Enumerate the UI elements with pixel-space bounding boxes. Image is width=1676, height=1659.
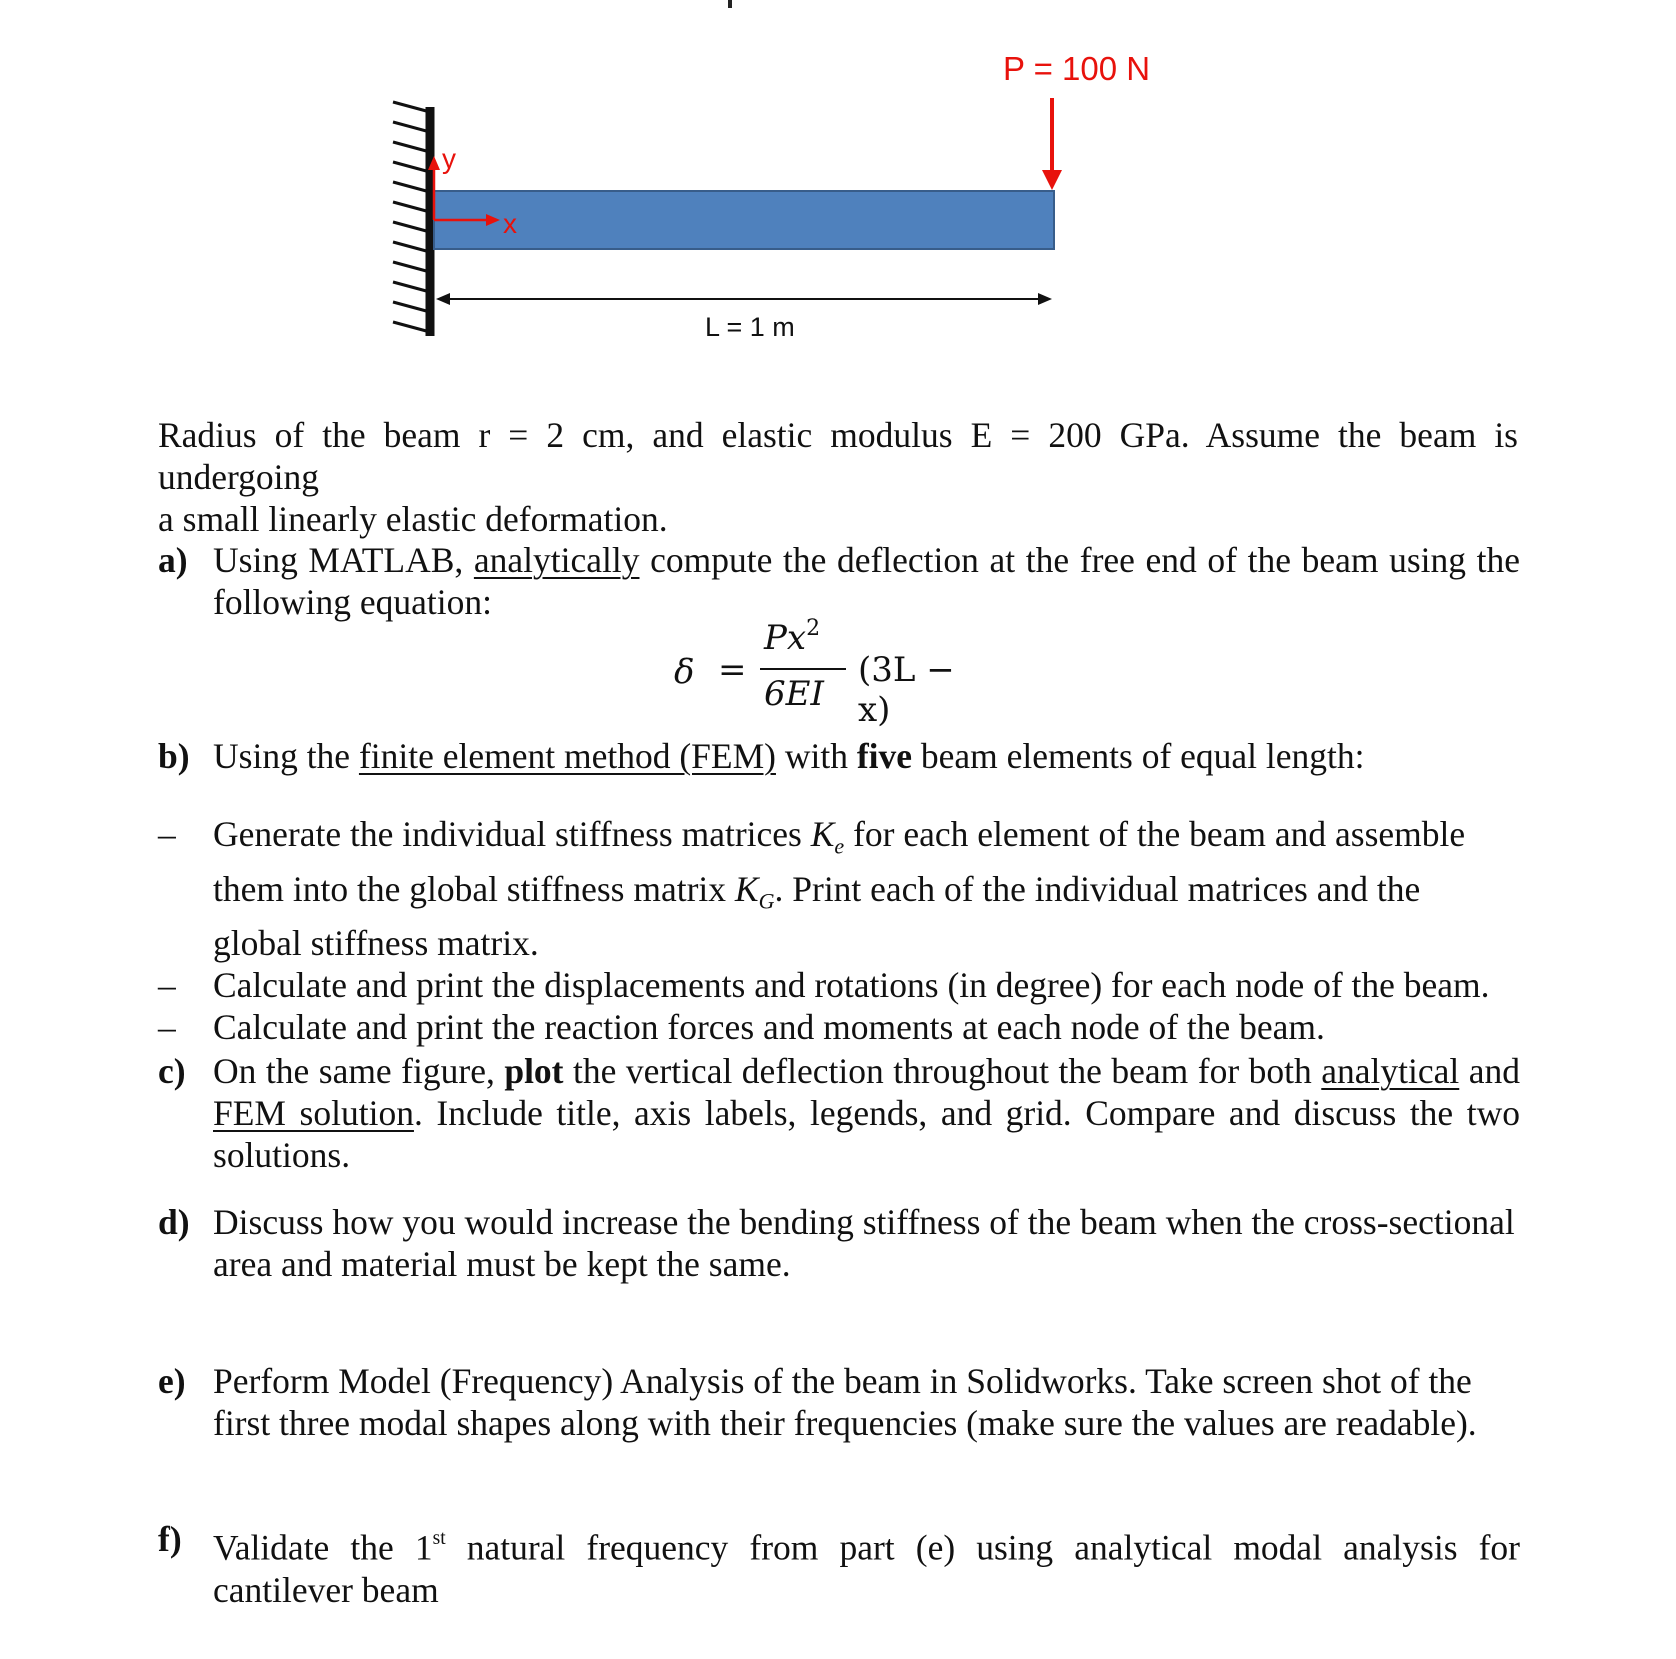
question-e-line-1: Perform Model (Frequency) Analysis of the beam in Solidworks. Take screen shot of the xyxy=(213,1361,1472,1401)
question-c-underlined-2: FEM solution xyxy=(213,1093,414,1133)
question-b xyxy=(158,735,1520,777)
deflection-equation xyxy=(660,616,980,730)
question-a-line-2: following equation: xyxy=(213,582,493,622)
question-c-text-2: the vertical deflection throughout the beam for both xyxy=(573,1051,1312,1091)
bullet-1-text-b: for each element of the beam and assemble xyxy=(844,814,1466,854)
question-b-label: b) xyxy=(158,736,190,776)
ke-subscript: e xyxy=(834,833,845,859)
intro-line-2: a small linearly elastic deformation. xyxy=(158,499,668,539)
question-b-text-1: Using the xyxy=(213,736,351,776)
equation-exponent: 2 xyxy=(806,616,821,641)
load-label: P = 100 N xyxy=(1003,50,1151,87)
question-b-bold: five xyxy=(856,736,913,776)
question-d xyxy=(158,1201,1520,1285)
question-a-text-2: compute the deflection at the free end of the beam using the xyxy=(650,540,1520,580)
question-a-text-1: Using MATLAB, xyxy=(213,540,464,580)
ke-symbol: K xyxy=(810,814,835,854)
length-dimension-arrow xyxy=(436,293,1052,305)
question-c-label: c) xyxy=(158,1051,186,1091)
equation-factor: (3L − x) xyxy=(858,650,955,730)
bullet-2 xyxy=(158,964,1520,1006)
bullet-3 xyxy=(158,1006,1520,1048)
beam xyxy=(434,191,1054,249)
question-c-bold: plot xyxy=(504,1051,564,1091)
bullet-2-text: Calculate and print the displacements and rotations (in degree) for each node of the beam. xyxy=(213,965,1490,1006)
question-f-superscript: st xyxy=(432,1528,446,1549)
axis-y-label: y xyxy=(442,143,456,174)
bullet-3-dash: – xyxy=(158,1007,176,1048)
question-d-label: d) xyxy=(158,1202,190,1242)
question-c-text-5: solutions. xyxy=(213,1135,351,1175)
question-a xyxy=(158,539,1520,623)
bullet-1-line-3: global stiffness matrix. xyxy=(213,923,539,964)
question-c-underlined-1: analytical xyxy=(1321,1051,1460,1091)
top-edge-mark xyxy=(728,0,732,8)
question-e xyxy=(158,1360,1520,1444)
question-e-line-2: first three modal shapes along with their frequencies (make sure the values are readable). xyxy=(213,1403,1477,1443)
bullet-1-line-1 xyxy=(213,813,1520,868)
bullet-1-line-2 xyxy=(213,868,1520,923)
intro-line-1: Radius of the beam r = 2 cm, and elastic modulus E = 200 GPa. Assume the beam is undergoing xyxy=(158,415,1518,497)
question-a-underlined: analytically xyxy=(473,540,640,580)
fixed-wall-support xyxy=(393,102,430,336)
question-f-line-1 xyxy=(213,1518,1520,1569)
kg-subscript: G xyxy=(758,888,775,914)
question-e-label: e) xyxy=(158,1361,186,1401)
question-a-line-1 xyxy=(213,539,1520,581)
question-b-text-2: with xyxy=(784,736,848,776)
bullet-1-text-d: . Print each of the individual matrices and the xyxy=(774,868,1421,909)
question-d-line-1: Discuss how you would increase the bending stiffness of the beam when the cross-sectional xyxy=(213,1202,1515,1242)
length-label: L = 1 m xyxy=(705,312,795,342)
question-b-text-3: beam elements of equal length: xyxy=(920,736,1365,776)
equation-equals: = xyxy=(718,650,747,690)
kg-symbol: K xyxy=(734,868,759,909)
question-c-text-4: . Include title, axis labels, legends, and grid. Compare and discuss the two xyxy=(413,1093,1520,1133)
axis-x-label: x xyxy=(503,208,517,239)
intro-paragraph xyxy=(158,414,1518,540)
fraction-bar xyxy=(760,668,846,670)
equation-numerator-text: Px xyxy=(764,618,807,658)
question-f-line-2: cantilever beam xyxy=(213,1569,439,1610)
question-a-label: a) xyxy=(158,540,188,580)
load-arrow xyxy=(1042,98,1062,190)
question-c-text-1: On the same figure, xyxy=(213,1051,495,1091)
question-b-underlined: finite element method (FEM) xyxy=(358,736,776,776)
bullet-1-dash: – xyxy=(158,814,176,854)
equation-denominator-text: 6EI xyxy=(764,674,824,714)
bullet-1-text-a: Generate the individual stiffness matrices xyxy=(213,814,811,854)
question-c xyxy=(158,1050,1520,1176)
question-c-paragraph xyxy=(213,1050,1520,1176)
question-f xyxy=(158,1518,1520,1611)
bullet-1 xyxy=(158,813,1520,964)
equation-lhs: δ xyxy=(674,652,695,692)
bullet-3-text: Calculate and print the reaction forces and moments at each node of the beam. xyxy=(213,1007,1325,1048)
question-b-line-1 xyxy=(213,735,1520,777)
question-f-label: f) xyxy=(158,1519,182,1559)
cantilever-beam-figure xyxy=(0,0,1676,380)
equation-denominator xyxy=(764,674,824,714)
question-c-text-3: and xyxy=(1468,1051,1521,1091)
bullet-1-text-c: them into the global stiffness matrix xyxy=(213,868,735,909)
equation-numerator xyxy=(764,616,820,658)
question-f-text-2: natural frequency from part (e) using analytical modal analysis for xyxy=(466,1527,1520,1568)
question-d-line-2: area and material must be kept the same. xyxy=(213,1244,791,1284)
question-b-bullet-list xyxy=(158,813,1520,1048)
question-f-text-1: Validate the 1 xyxy=(213,1527,433,1568)
bullet-2-dash: – xyxy=(158,965,176,1006)
